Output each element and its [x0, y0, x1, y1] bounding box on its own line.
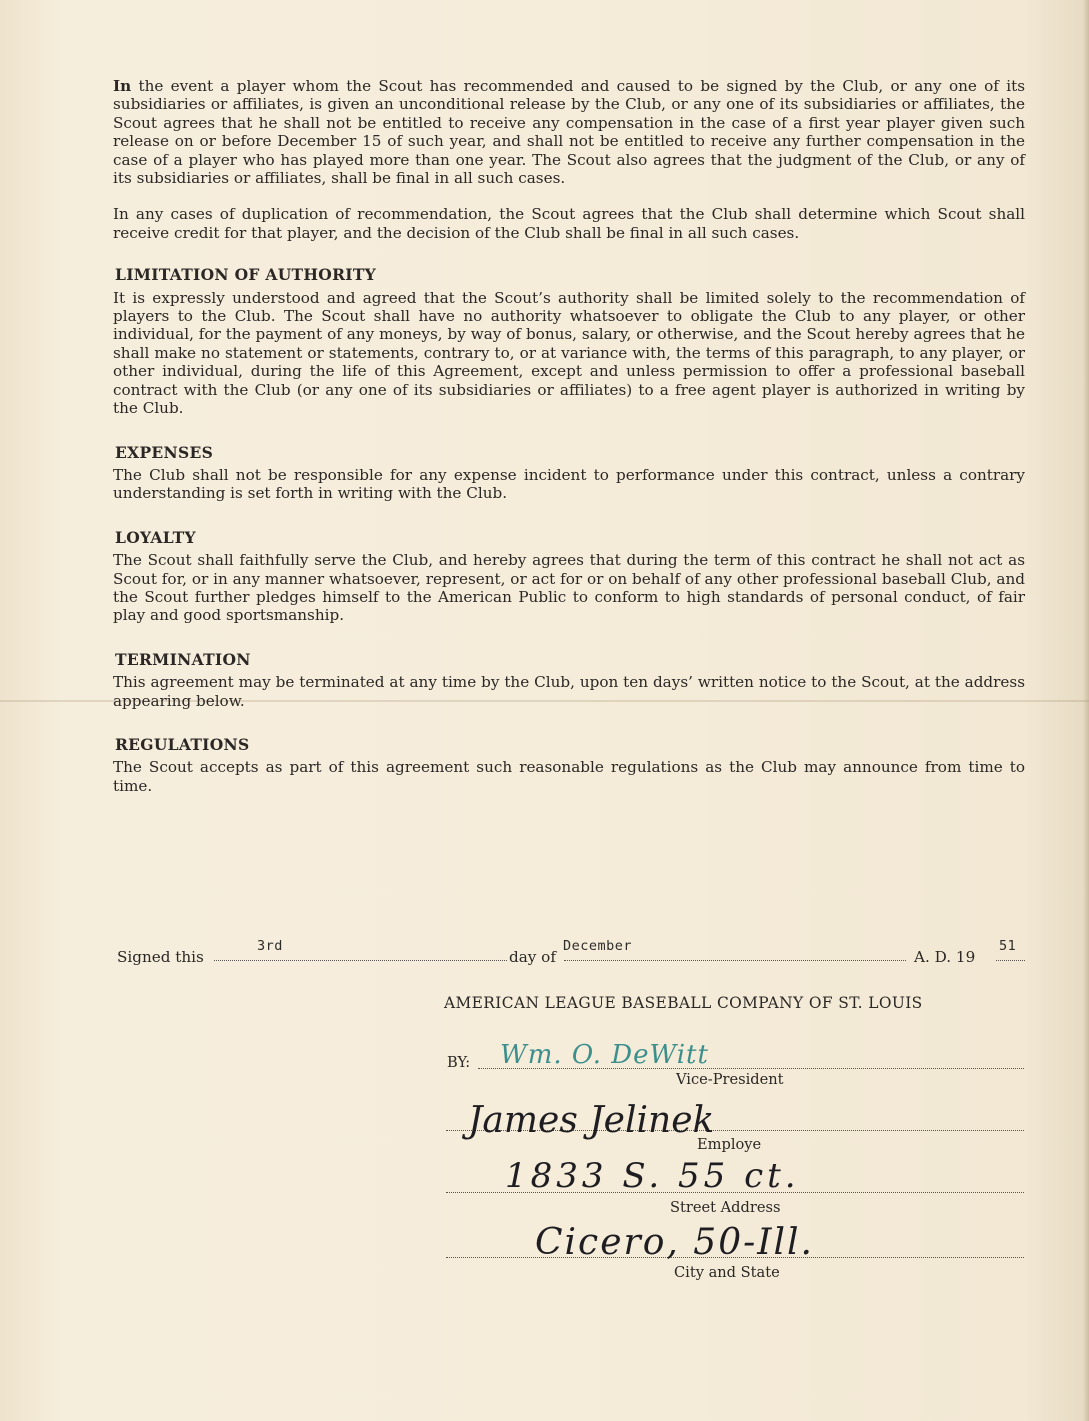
page-edge	[1083, 0, 1089, 1421]
vice-president-caption: Vice-President	[676, 1071, 784, 1088]
day-blank	[214, 960, 507, 961]
month-value: December	[563, 938, 633, 954]
section-text: This agreement may be terminated at any time by the Club, upon ten days’ written notice to the Scout, at the address appearing below.	[113, 673, 1025, 710]
vice-president-signature: Wm. O. DeWitt	[500, 1040, 709, 1070]
section-heading: LOYALTY	[115, 527, 196, 547]
section-loyalty	[113, 529, 1025, 625]
section-termination	[113, 651, 1025, 710]
signed-this-label: Signed this	[117, 948, 204, 966]
signing-date-line	[117, 938, 1027, 964]
section-text: The Scout accepts as part of this agreement such reasonable regulations as the Club may announce from time to time.	[113, 758, 1025, 795]
year-blank	[996, 960, 1025, 961]
duplication-paragraph: In any cases of duplication of recommendation, the Scout agrees that the Club shall determine which Scout shall receive credit for that player, and the decision of the Club shall be final in all such cases.	[113, 205, 1025, 242]
section-text: The Club shall not be responsible for any expense incident to performance under this contract, unless a contrary understanding is set forth in writing with the Club.	[113, 465, 1025, 503]
release-paragraph	[113, 77, 1025, 187]
section-heading: EXPENSES	[115, 442, 214, 462]
employe-signature: James Jelinek	[468, 1100, 715, 1141]
street-address-caption: Street Address	[670, 1199, 781, 1216]
city-state-caption: City and State	[674, 1264, 780, 1281]
section-text: It is expressly understood and agreed that the Scout’s authority shall be limited solely to the recommendation of players to the Club. The Scout shall have no authority whatsoever to obligate the Club to any player, or other individual, for the payment of any moneys, by way of bonus, salary, or otherwise, and the Scout hereby agrees that he shall make no statement or statements, contrary to, or at variance with, the terms of this paragraph, to any player, or other individual, during the life of this Agreement, except and unless permission to offer a professional baseball contract with the Club (or any one of its subsidiaries or affiliates) to a free agent player is authorized in writing by the Club.	[113, 288, 1025, 418]
year-suffix: 51	[999, 938, 1017, 954]
section-expenses	[113, 444, 1025, 503]
section-heading: REGULATIONS	[115, 734, 250, 754]
release-text: the event a player whom the Scout has recommended and caused to be signed by the Club, or any one of its subsidiaries or affiliates, is given an unconditional release by the Club, or any one of its subsidiaries or affiliates, the Scout agrees that he shall not be entitled to receive any compensation in the case of a first year player given such release on or before December 15 of such year, and shall not be entitled to receive any further compensation in the case of a player who has played more than one year. The Scout also agrees that the judgment of the Club, or any of its subsidiaries or affiliates, shall be final in all such cases.	[113, 77, 1025, 188]
contract-body	[113, 77, 1025, 821]
company-name: AMERICAN LEAGUE BASEBALL COMPANY OF ST. LOUIS	[444, 994, 923, 1012]
by-label: BY:	[447, 1054, 471, 1071]
release-lead-word: In	[113, 77, 132, 95]
section-limitation	[113, 266, 1025, 417]
section-heading: TERMINATION	[115, 649, 251, 669]
day-value: 3rd	[257, 938, 283, 954]
ad-prefix: A. D. 19	[914, 948, 976, 966]
section-regulations	[113, 736, 1025, 795]
city-state-handwritten: Cicero, 50-Ill.	[535, 1222, 814, 1263]
day-of-label: day of	[509, 948, 556, 966]
section-heading: LIMITATION OF AUTHORITY	[115, 265, 377, 285]
employe-caption: Employe	[697, 1136, 762, 1153]
month-blank	[564, 960, 906, 961]
street-address-handwritten: 1833 S. 55 ct.	[505, 1156, 800, 1196]
section-text: The Scout shall faithfully serve the Club, and hereby agrees that during the term of this contract he shall not act as Scout for, or in any manner whatsoever, represent, or act for or on behalf of any other professional baseball Club, and the Scout further pledges himself to the American Public to conform to high standards of personal conduct, of fair play and good sportsmanship.	[113, 551, 1025, 625]
